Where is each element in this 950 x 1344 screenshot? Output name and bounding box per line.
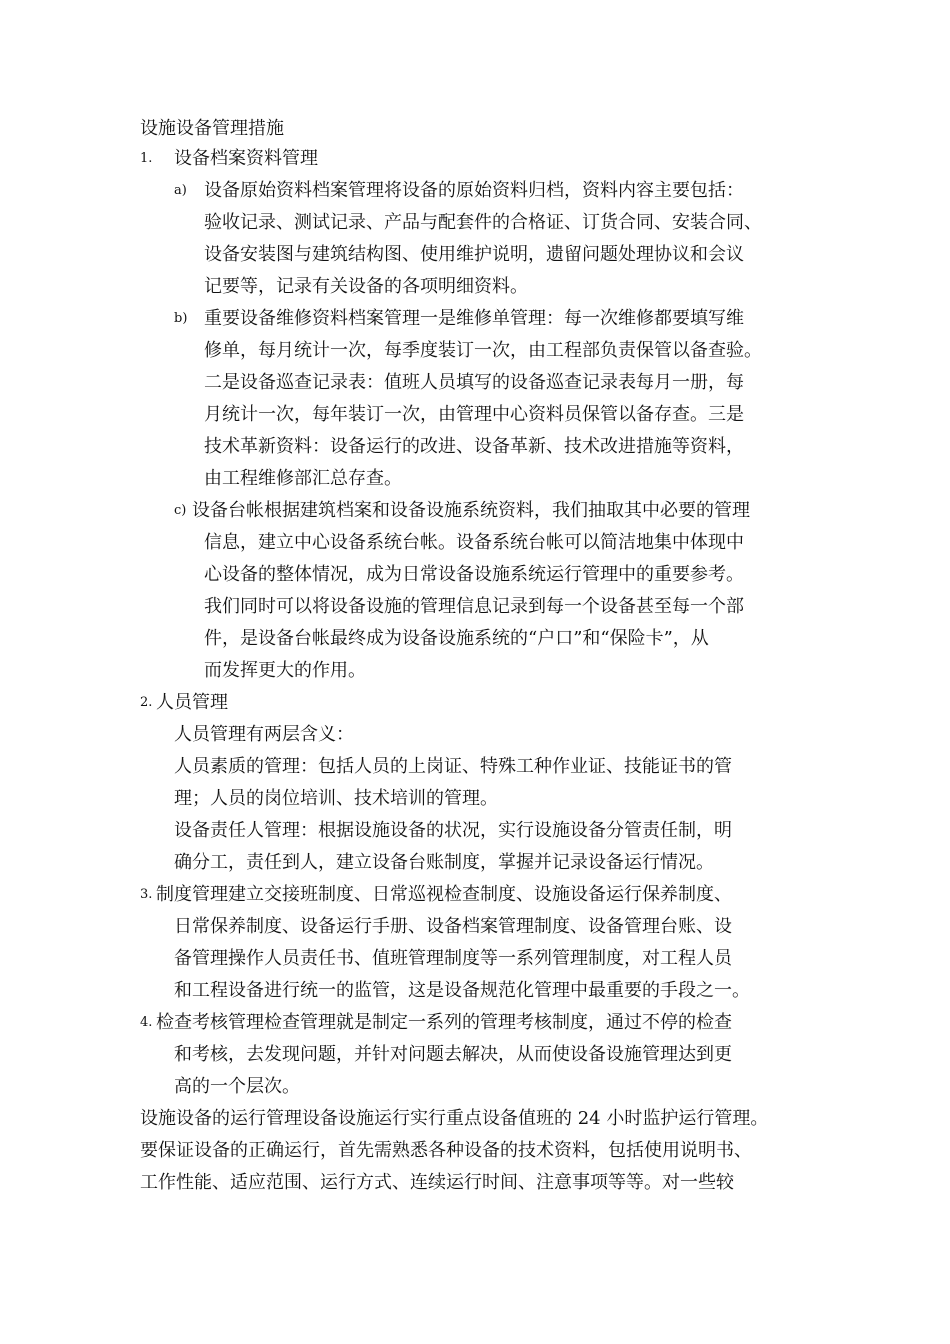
item-b-line: 月统计一次，每年装订一次，由管理中心资料员保管以备存查。三是 [204,404,744,425]
section-4-marker: 4. [140,1015,153,1030]
section-2-line: 人员管理有两层含义： [174,724,354,745]
section-2-line: 人员素质的管理：包括人员的上岗证、特殊工种作业证、技能证书的管 [174,756,732,777]
item-b-line: 二是设备巡查记录表：值班人员填写的设备巡查记录表每月一册，每 [204,372,744,393]
item-c-line: 信息，建立中心设备系统台帐。设备系统台帐可以简洁地集中体现中 [204,532,744,553]
item-a-line: 验收记录、测试记录、产品与配套件的合格证、订货合同、安装合同、 [204,212,762,233]
item-b-line: 修单，每月统计一次，每季度装订一次，由工程部负责保管以备查验。 [204,340,762,361]
section-2-heading: 人员管理 [156,692,228,713]
item-b-line: 重要设备维修资料档案管理一是维修单管理：每一次维修都要填写维 [204,308,744,329]
section-1-heading: 设备档案资料管理 [174,148,318,169]
item-a-line: 设备安装图与建筑结构图、使用维护说明，遗留问题处理协议和会议 [204,244,744,265]
item-c-line: 而发挥更大的作用。 [204,660,366,681]
item-b-line: 由工程维修部汇总存查。 [204,468,402,489]
item-a-line: 记要等，记录有关设备的各项明细资料。 [204,276,528,297]
item-b-marker: b) [174,311,188,326]
section-4-line: 高的一个层次。 [174,1076,300,1097]
closing-line: 要保证设备的正确运行，首先需熟悉各种设备的技术资料，包括使用说明书、 [140,1140,752,1161]
item-a-line: 设备原始资料档案管理将设备的原始资料归档，资料内容主要包括： [204,180,744,201]
section-3-line: 日常保养制度、设备运行手册、设备档案管理制度、设备管理台账、设 [174,916,732,937]
item-c-line: 心设备的整体情况，成为日常设备设施系统运行管理中的重要参考。 [204,564,744,585]
section-4-line: 检查考核管理检查管理就是制定一系列的管理考核制度，通过不停的检查 [156,1012,732,1033]
section-3-marker: 3. [140,887,153,902]
section-3-line: 备管理操作人员责任书、值班管理制度等一系列管理制度，对工程人员 [174,948,732,969]
closing-line: 工作性能、适应范围、运行方式、连续运行时间、注意事项等等。对一些较 [140,1172,734,1193]
section-2-marker: 2. [140,695,153,710]
document-title: 设施设备管理措施 [140,118,284,139]
section-1-marker: 1. [140,151,153,166]
section-4-line: 和考核，去发现问题，并针对问题去解决，从而使设备设施管理达到更 [174,1044,732,1065]
section-2-line: 确分工，责任到人，建立设备台账制度，掌握并记录设备运行情况。 [174,852,714,873]
item-c-line: 件，是设备台帐最终成为设备设施系统的“户口”和“保险卡”，从 [204,628,709,649]
item-c-marker: c) [174,503,187,518]
section-3-line: 和工程设备进行统一的监管，这是设备规范化管理中最重要的手段之一。 [174,980,750,1001]
section-2-line: 设备责任人管理：根据设施设备的状况，实行设施设备分管责任制，明 [174,820,732,841]
item-c-line: 我们同时可以将设备设施的管理信息记录到每一个设备甚至每一个部 [204,596,744,617]
item-a-marker: a) [174,183,187,198]
section-3-line: 制度管理建立交接班制度、日常巡视检查制度、设施设备运行保养制度、 [156,884,732,905]
item-b-line: 技术革新资料：设备运行的改进、设备革新、技术改进措施等资料， [204,436,744,457]
section-2-line: 理；人员的岗位培训、技术培训的管理。 [174,788,498,809]
closing-line: 设施设备的运行管理设备设施运行实行重点设备值班的 24 小时监护运行管理。 [140,1108,769,1129]
item-c-line: 设备台帐根据建筑档案和设备设施系统资料，我们抽取其中必要的管理 [192,500,750,521]
